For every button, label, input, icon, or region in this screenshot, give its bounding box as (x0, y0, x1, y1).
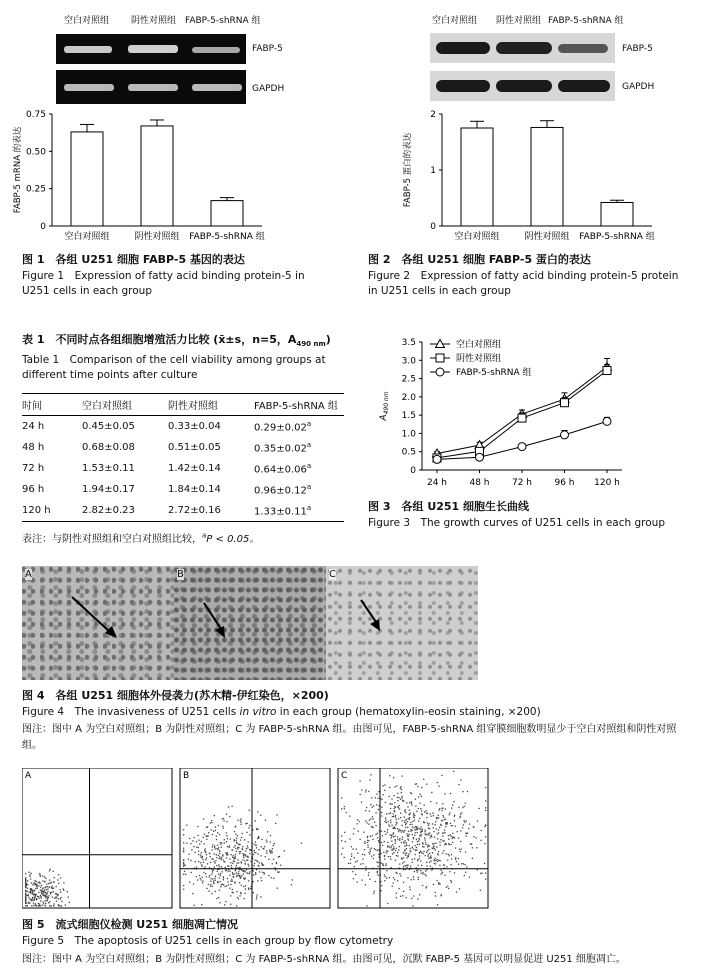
fig3-legend-marker (436, 368, 444, 376)
fig3-y-tick-label: 2.0 (401, 392, 416, 403)
fig1-bar-chart (0, 104, 300, 244)
fig1-y-tick-label: 0.50 (25, 147, 46, 158)
fig1-y-tick-label: 0 (40, 222, 46, 232)
fig3-y-tick-label: 0 (410, 466, 416, 476)
fig5-panels (22, 768, 492, 913)
fig3-x-tick-label: 72 h (511, 478, 533, 488)
fig3-x-tick-label: 48 h (469, 478, 490, 488)
fig3-point (561, 399, 569, 407)
table-row: 48 h 0.68±0.08 0.51±0.05 0.35±0.02$^a$ (22, 441, 312, 455)
fig3-y-tick-label: 3.5 (401, 338, 416, 348)
fig2-gapdh-blot (430, 71, 615, 101)
fig4-caption-en: Figure 4 The invasiveness of U251 cells in vitro in each group (hematoxylin-eosin staining, ×200) (22, 706, 541, 718)
fig3-y-tick-label: 1.0 (401, 429, 416, 440)
fig1-bar (71, 132, 103, 226)
figure-3 (362, 330, 704, 535)
fig2-y-tick-label: 0 (430, 222, 436, 232)
fig3-legend-marker (436, 354, 444, 362)
fig3-legend-label: FABP-5-shRNA 组 (456, 368, 532, 378)
fig5-panel-label: C (341, 771, 348, 781)
fig3-x-tick-label: 96 h (554, 478, 575, 488)
fig3-legend-label: 阴性对照组 (456, 354, 502, 364)
fig1-x-tick-label: 空白对照组 (64, 232, 110, 242)
fig2-bar-chart (390, 104, 690, 244)
fig2-bar (601, 202, 633, 226)
figure-4 (0, 560, 704, 760)
fig1-caption-cn: 图 1 各组 U251 细胞 FABP-5 基因的表达 (22, 253, 245, 266)
fig3-point (476, 453, 484, 461)
fig4-note: 图注：图中 A 为空白对照组；B 为阴性对照组；C 为 FABP-5-shRNA 组。由图可见，FABP-5-shRNA 组穿膜细胞数明显少于空白对照组和阴性对照组。 (22, 724, 677, 751)
figure-2 (350, 0, 704, 300)
fig4-panel-c (326, 566, 478, 680)
table1-header-blank: 空白对照组 (82, 401, 132, 413)
arrow-icon (67, 593, 127, 643)
table1-header-neg: 阴性对照组 (168, 401, 218, 413)
fig3-y-axis-label: $A_{490 nm}$ (379, 391, 390, 421)
table1-header-time: 时间 (22, 401, 42, 413)
fig1-lane-2: 阴性对照组 (131, 16, 177, 26)
fig3-line-chart (362, 330, 652, 495)
fig4-label-b: B (177, 569, 184, 580)
fig5-panel-label: A (25, 771, 32, 781)
fig2-lane-1: 空白对照组 (432, 16, 478, 26)
fig1-bar (141, 126, 173, 226)
fig3-y-tick-label: 1.5 (401, 411, 416, 422)
fig2-caption-cn: 图 2 各组 U251 细胞 FABP-5 蛋白的表达 (368, 253, 591, 266)
fig2-bar (531, 127, 563, 226)
table-row: 96 h 1.94±0.17 1.84±0.14 0.96±0.12$^a$ (22, 483, 312, 497)
fig3-x-tick-label: 120 h (594, 478, 620, 488)
fig1-y-axis-label: FABP-5 mRNA 的表达 (13, 126, 23, 214)
fig1-gapdh-gel (56, 70, 246, 104)
fig1-band-gapdh: GAPDH (252, 84, 285, 94)
table1-title-en: Table 1 Comparison of the cell viability among groups at different time points after culture (22, 354, 326, 382)
table1-note: 表注：与阴性对照组和空白对照组比较，$^a$P < 0.05。 (22, 531, 260, 546)
fig5-caption-cn: 图 5 流式细胞仪检测 U251 细胞凋亡情况 (22, 918, 239, 931)
table1-title-cn: 表 1 不同时点各组细胞增殖活力比较 (x̄±s，n=5，$A_{490 nm}$) (22, 333, 331, 349)
fig3-point (518, 443, 526, 451)
fig4-label-a: A (25, 569, 32, 580)
fig3-y-tick-label: 0.5 (401, 447, 416, 458)
fig5-note: 图注：图中 A 为空白对照组；B 为阴性对照组；C 为 FABP-5-shRNA 组。由图可见，沉默 FABP-5 基因可以明显促进 U251 细胞凋亡。 (22, 954, 626, 965)
fig1-lane-3: FABP-5-shRNA 组 (185, 16, 261, 26)
fig5-caption-en: Figure 5 The apoptosis of U251 cells in each group by flow cytometry (22, 935, 394, 947)
fig2-caption-en: Figure 2 Expression of fatty acid binding protein-5 protein in U251 cells in each group (368, 270, 679, 297)
fig3-point (518, 414, 526, 422)
fig3-point (603, 417, 611, 425)
fig2-lane-2: 阴性对照组 (496, 16, 542, 26)
fig3-y-tick-label: 3.0 (401, 356, 416, 367)
fig2-lane-3: FABP-5-shRNA 组 (548, 16, 624, 26)
fig1-caption-en: Figure 1 Expression of fatty acid binding protein-5 in U251 cells in each group (22, 270, 305, 297)
fig2-band-fabp5: FABP-5 (622, 44, 653, 54)
fig3-point (603, 367, 611, 375)
fig1-y-tick-label: 0.75 (25, 110, 46, 120)
fig4-caption-cn: 图 4 各组 U251 细胞体外侵袭力(苏木精-伊红染色，×200) (22, 689, 329, 702)
fig5-panel-frame (22, 768, 172, 908)
fig2-x-tick-label: 阴性对照组 (524, 232, 570, 242)
fig2-y-axis-label: FABP-5 蛋白的表达 (403, 132, 413, 208)
table-row: 24 h 0.45±0.05 0.33±0.04 0.29±0.02$^a$ (22, 420, 312, 434)
fig4-panel-b (174, 566, 326, 680)
fig3-point (433, 455, 441, 463)
figure-1 (0, 0, 350, 300)
fig3-caption-en: Figure 3 The growth curves of U251 cells in each group (368, 517, 666, 529)
fig4-panel-a (22, 566, 174, 680)
fig1-fabp5-gel (56, 34, 246, 64)
fig4-label-c: C (329, 569, 336, 580)
fig1-lane-1: 空白对照组 (64, 16, 110, 26)
fig2-x-tick-label: FABP-5-shRNA 组 (579, 232, 655, 242)
fig2-bar (461, 128, 493, 226)
fig3-legend-label: 空白对照组 (456, 340, 502, 350)
fig2-x-tick-label: 空白对照组 (454, 232, 500, 242)
fig1-band-fabp5: FABP-5 (252, 44, 283, 54)
table1-header-sh: FABP-5-shRNA 组 (254, 401, 338, 413)
table1-grid (22, 394, 344, 522)
fig5-panel-label: B (183, 771, 190, 781)
fig1-x-tick-label: FABP-5-shRNA 组 (189, 232, 265, 242)
fig1-bar (211, 201, 243, 226)
arrow-icon (356, 596, 416, 646)
fig3-y-tick-label: 2.5 (401, 374, 416, 385)
arrow-icon (199, 599, 259, 649)
fig3-point (561, 431, 569, 439)
fig3-x-tick-label: 24 h (426, 478, 448, 488)
table-row: 120 h 2.82±0.23 2.72±0.16 1.33±0.11$^a$ (22, 500, 344, 522)
fig3-y-axis-label-sub: 490 nm (383, 391, 390, 415)
fig2-band-gapdh: GAPDH (622, 82, 655, 92)
figure-5 (0, 764, 704, 974)
fig1-x-tick-label: 阴性对照组 (134, 232, 180, 242)
fig1-y-tick-label: 0.25 (25, 184, 46, 195)
fig2-y-tick-label: 1 (430, 166, 436, 176)
table-1 (22, 332, 344, 545)
fig2-fabp5-blot (430, 33, 615, 63)
fig3-caption-cn: 图 3 各组 U251 细胞生长曲线 (368, 500, 530, 513)
table-row: 72 h 1.53±0.11 1.42±0.14 0.64±0.06$^a$ (22, 462, 312, 476)
fig2-y-tick-label: 2 (430, 110, 436, 120)
